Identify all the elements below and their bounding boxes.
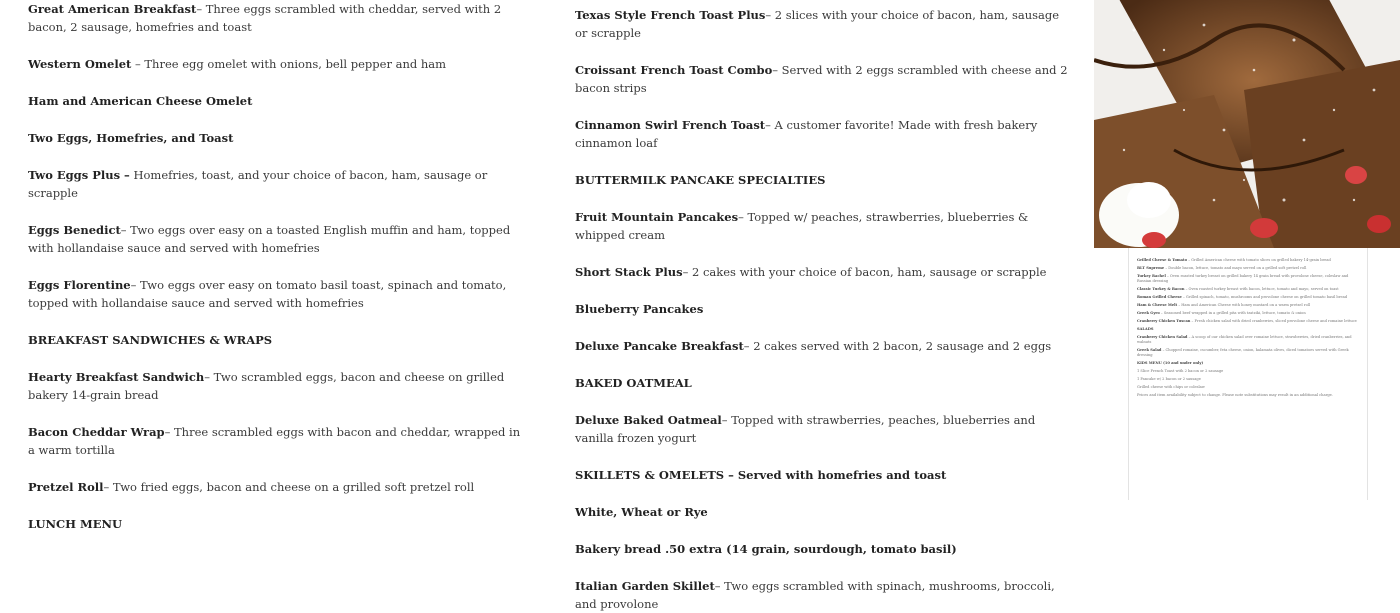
- menu-item: [575, 6, 1075, 42]
- menu-item-desc: – Topped w/ peaches, strawberries, blueberries & whipped cream: [575, 210, 1029, 242]
- menu-item-name: Bakery bread .50 extra (14 grain, sourdough, tomato basil): [575, 542, 957, 556]
- menu-item-desc: – Three egg omelet with onions, bell pepper and ham: [131, 57, 447, 71]
- menu-item: [575, 116, 1075, 152]
- menu-section-heading: [575, 466, 1075, 484]
- menu-item-name: Ham and American Cheese Omelet: [28, 94, 253, 108]
- menu-item: [575, 300, 1075, 318]
- menu-item-desc: Homefries, toast, and your choice of bacon, ham, sausage or scrapple: [28, 168, 488, 200]
- french-toast-photo: [1094, 0, 1400, 248]
- menu-item: [28, 55, 528, 73]
- menu-item-name: Western Omelet: [28, 57, 132, 71]
- menu-item: [28, 0, 528, 36]
- menu-item-name: BREAKFAST SANDWICHES & WRAPS: [28, 333, 273, 347]
- menu-item-name: Italian Garden Skillet: [575, 579, 715, 593]
- menu-item-desc: – A customer favorite! Made with fresh bakery cinnamon loaf: [575, 118, 1038, 150]
- menu-item: [575, 577, 1075, 613]
- menu-item-name: Cinnamon Swirl French Toast: [575, 118, 766, 132]
- menu-section-heading: [575, 374, 1075, 392]
- menu-item-desc: – Two scrambled eggs, bacon and cheese on grilled bakery 14-grain bread: [28, 370, 505, 402]
- menu-item-name: Eggs Benedict: [28, 223, 121, 237]
- menu-item-name: Great American Breakfast: [28, 2, 197, 16]
- menu-item-name: Short Stack Plus: [575, 265, 683, 279]
- menu-item-name: BAKED OATMEAL: [575, 376, 692, 390]
- menu-item: [28, 276, 528, 312]
- menu-item-name: Deluxe Baked Oatmeal: [575, 413, 722, 427]
- menu-item-desc: – Topped with strawberries, peaches, blueberries and vanilla frozen yogurt: [575, 413, 1036, 445]
- menu-item-name: Pretzel Roll: [28, 480, 104, 494]
- menu-item: [575, 503, 1075, 521]
- menu-item-name: Blueberry Pancakes: [575, 302, 704, 316]
- menu-item: [28, 129, 528, 147]
- menu-item-desc: – Three eggs scrambled with cheddar, served with 2 bacon, 2 sausage, homefries and toast: [28, 2, 502, 34]
- menu-item-desc: – 2 slices with your choice of bacon, ham, sausage or scrapple: [575, 8, 1060, 40]
- menu-item-name: Bacon Cheddar Wrap: [28, 425, 165, 439]
- menu-item-name: Eggs Florentine: [28, 278, 131, 292]
- lunch-menu-thumbnail[interactable]: Grilled Cheese & Tomato – Grilled American cheese with tomato slices on grilled bakery 14-grain bread BLT Supreme – Double bacon, lettuce, tomato and mayo served on a grilled soft pretzel roll Turkey Rachel – Oven roasted turkey breast on grilled bakery 14 grain bread with provolone cheese, coleslaw and Russian dressing Classic Turkey & Bacon – Oven roasted turkey breast with bacon, lettuce, tomato and mayo, served on toast Roman Grilled Cheese – Grilled spinach, tomato, mushrooms and provolone cheese on grilled tomato basil bread Ham & Cheese Melt – Ham and American Cheese with honey mustard on a warm pretzel roll Greek Gyro – Seasoned beef wrapped in a grilled pita with tzatziki, lettuce, tomato & onion Cranberry Chicken Tuscan – Fresh chicken salad with dried cranberries, sliced provolone cheese and romaine lettuce SALADS Cranberry Chicken Salad – A scoop of our chicken salad over romaine lettuce, strawberries, dried cranberries, and walnuts Greek Salad – Chopped romaine, cucumber, feta cheese, onion, kalamata olives, diced tomatoes served with Greek dressing KIDS MENU (10 and under only) 1 Slice French Toast with 2 bacon or 2 sausage 1 Pancake w/ 2 bacon or 2 sausage Grilled cheese with chips or coleslaw Prices and item availability subject to change. Please note substitutions may result in an additional charge.: [1128, 248, 1368, 500]
- menu-item: [575, 411, 1075, 447]
- menu-item-name: BUTTERMILK PANCAKE SPECIALTIES: [575, 173, 826, 187]
- menu-item-name: White, Wheat or Rye: [575, 505, 708, 519]
- menu-item: [28, 221, 528, 257]
- menu-section-heading: [28, 331, 528, 349]
- menu-item-name: LUNCH MENU: [28, 517, 123, 531]
- menu-item: [28, 423, 528, 459]
- menu-item-name: Fruit Mountain Pancakes: [575, 210, 739, 224]
- menu-item-desc: – Two eggs over easy on a toasted English muffin and ham, topped with hollandaise sauce and served with homefries: [28, 223, 511, 255]
- french-toast-image: [1094, 0, 1400, 248]
- menu-column-middle: [575, 6, 1075, 613]
- menu-item-name: Texas Style French Toast Plus: [575, 8, 766, 22]
- menu-item: [575, 337, 1075, 355]
- menu-item-desc: – Two fried eggs, bacon and cheese on a grilled soft pretzel roll: [103, 480, 475, 494]
- menu-item-name: Hearty Breakfast Sandwich: [28, 370, 205, 384]
- menu-item-name: Two Eggs, Homefries, and Toast: [28, 131, 234, 145]
- menu-item-name: Two Eggs Plus –: [28, 168, 130, 182]
- menu-item: [575, 540, 1075, 558]
- menu-item-desc: – Three scrambled eggs with bacon and cheddar, wrapped in a warm tortilla: [28, 425, 521, 457]
- menu-item: [575, 61, 1075, 97]
- menu-item-name: Croissant French Toast Combo: [575, 63, 773, 77]
- menu-item-desc: – 2 cakes with your choice of bacon, ham, sausage or scrapple: [682, 265, 1047, 279]
- menu-item: [575, 263, 1075, 281]
- menu-item: [28, 368, 528, 404]
- menu-item-desc: – 2 cakes served with 2 bacon, 2 sausage and 2 eggs: [743, 339, 1052, 353]
- menu-column-left: [28, 0, 528, 533]
- menu-section-heading: [28, 515, 528, 533]
- menu-item-desc: – Two eggs over easy on tomato basil toast, spinach and tomato, topped with hollandaise sauce and served with homefries: [28, 278, 507, 310]
- menu-item: [28, 166, 528, 202]
- menu-item-desc: – Served with 2 eggs scrambled with cheese and 2 bacon strips: [575, 63, 1068, 95]
- menu-section-heading: [575, 171, 1075, 189]
- menu-item: [575, 208, 1075, 244]
- menu-item-desc: – Two eggs scrambled with spinach, mushrooms, broccoli, and provolone: [575, 579, 1055, 611]
- menu-item: [28, 92, 528, 110]
- menu-item-name: SKILLETS & OMELETS – Served with homefries and toast: [575, 468, 947, 482]
- menu-item: [28, 478, 528, 496]
- menu-item-name: Deluxe Pancake Breakfast: [575, 339, 744, 353]
